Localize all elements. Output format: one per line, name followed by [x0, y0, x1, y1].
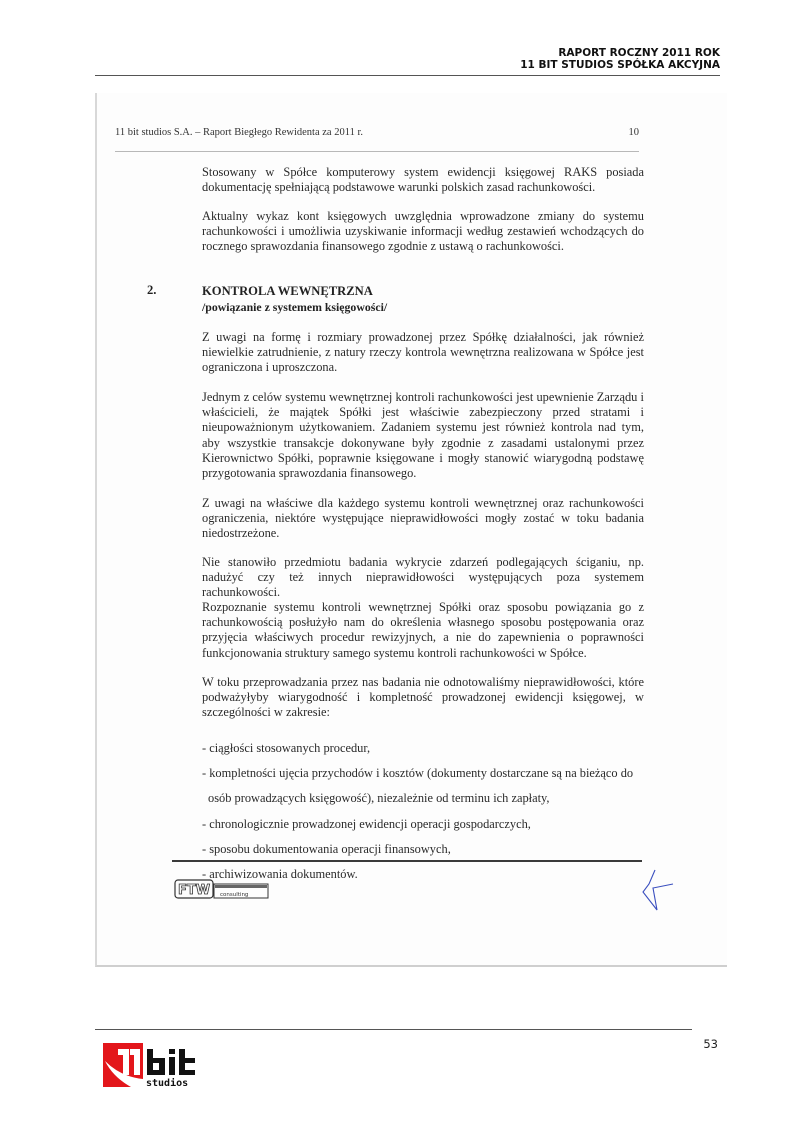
- svg-text:FTW: FTW: [178, 883, 211, 898]
- 11bit-studios-logo-icon: [103, 1043, 223, 1103]
- scanned-auditor-page: [95, 93, 727, 967]
- paragraph: Z uwagi na formę i rozmiary prowadzonej przez Spółkę działalności, jak również niewielkie zatrudnienie, z natury rzeczy kontrola wewnętrzna realizowana w Spółce jest ograniczona i uproszczona.: [202, 330, 644, 375]
- section-number: 2.: [147, 283, 157, 297]
- section-heading: [202, 283, 387, 315]
- svg-text:consulting: consulting: [220, 892, 249, 898]
- auditor-logo-icon: [174, 878, 270, 900]
- paragraph: Nie stanowiło przedmiotu badania wykrycie zdarzeń podlegających ściganiu, np. nadużyć czy też innych nieprawidłowości występujących poza systemem rachunkowości.: [202, 555, 644, 600]
- paragraph: Jednym z celów systemu wewnętrznej kontroli rachunkowości jest upewnienie Zarządu i właścicieli, że majątek Spółki jest właściwie zabezpieczony przed stratami i nieupoważnionym użytkowaniem. Zadaniem systemu jest również kontrola nad tym, aby wszystkie transakcje dokonywane były zgodnie z zasadami ustalonymi przez Kierownictwo Spółki, poprawnie księgowane i mogły stanowić wiarygodną podstawę przygotowania sprawozdania finansowego.: [202, 390, 644, 481]
- paragraph: Z uwagi na właściwe dla każdego systemu kontroli wewnętrznej oraz rachunkowości ograniczenia, niektóre występujące nieprawidłowości mogły zostać w toku badania niedostrzeżone.: [202, 496, 644, 541]
- svg-text:studios: studios: [146, 1078, 189, 1089]
- list-item-continuation: osób prowadzących księgowość), niezależnie od terminu ich zapłaty,: [208, 791, 550, 805]
- scan-header-title: 11 bit studios S.A. – Raport Biegłego Rewidenta za 2011 r.: [115, 127, 363, 138]
- scan-footer-divider: [172, 860, 642, 862]
- paragraph: Aktualny wykaz kont księgowych uwzględnia wprowadzone zmiany do systemu rachunkowości i umożliwia uzyskiwanie informacji według zestawień wchodzących do rocznego sprawozdania finansowego zgodnie z ustawą o rachunkowości.: [202, 209, 644, 254]
- section-subtitle: /powiązanie z systemem księgowości/: [202, 300, 388, 314]
- list-item: - archiwizowania dokumentów.: [202, 867, 358, 881]
- list-item: - sposobu dokumentowania operacji finansowych,: [202, 842, 451, 856]
- scan-header-divider: [115, 151, 639, 152]
- scan-header: [115, 127, 639, 138]
- report-header-line2: 11 BIT STUDIOS SPÓŁKA AKCYJNA: [520, 59, 720, 71]
- paragraph: Rozpoznanie systemu kontroli wewnętrznej Spółki oraz sposobu powiązania go z rachunkowością posłużyło nam do określenia własnego sposobu postępowania oraz przyjęcia właściwych procedur rewizyjnych, a nie do zapewnienia o poprawności funkcjonowania struktury samego systemu kontroli rachunkowości w Spółce.: [202, 600, 644, 660]
- section-title: KONTROLA WEWNĘTRZNA: [202, 284, 373, 298]
- signature-icon: [635, 866, 675, 914]
- paragraph: Stosowany w Spółce komputerowy system ewidencji księgowej RAKS posiada dokumentację spełniającą podstawowe warunki polskich zasad rachunkowości.: [202, 165, 644, 195]
- header-divider: [95, 75, 720, 76]
- report-header: [520, 47, 720, 71]
- report-header-line1: RAPORT ROCZNY 2011 ROK: [558, 47, 720, 59]
- list-item: - kompletności ujęcia przychodów i kosztów (dokumenty dostarczane są na bieżąco do: [202, 766, 634, 780]
- list-item: - chronologicznie prowadzonej ewidencji operacji gospodarczych,: [202, 817, 531, 831]
- paragraph: W toku przeprowadzania przez nas badania nie odnotowaliśmy nieprawidłowości, które podważyłyby wiarygodność i kompletność prowadzonej ewidencji księgowej, w szczególności w zakresie:: [202, 675, 644, 720]
- scan-header-page-number: 10: [628, 127, 639, 138]
- page-number: 53: [703, 1037, 718, 1051]
- footer-divider: [95, 1029, 692, 1030]
- list-item: - ciągłości stosowanych procedur,: [202, 741, 371, 755]
